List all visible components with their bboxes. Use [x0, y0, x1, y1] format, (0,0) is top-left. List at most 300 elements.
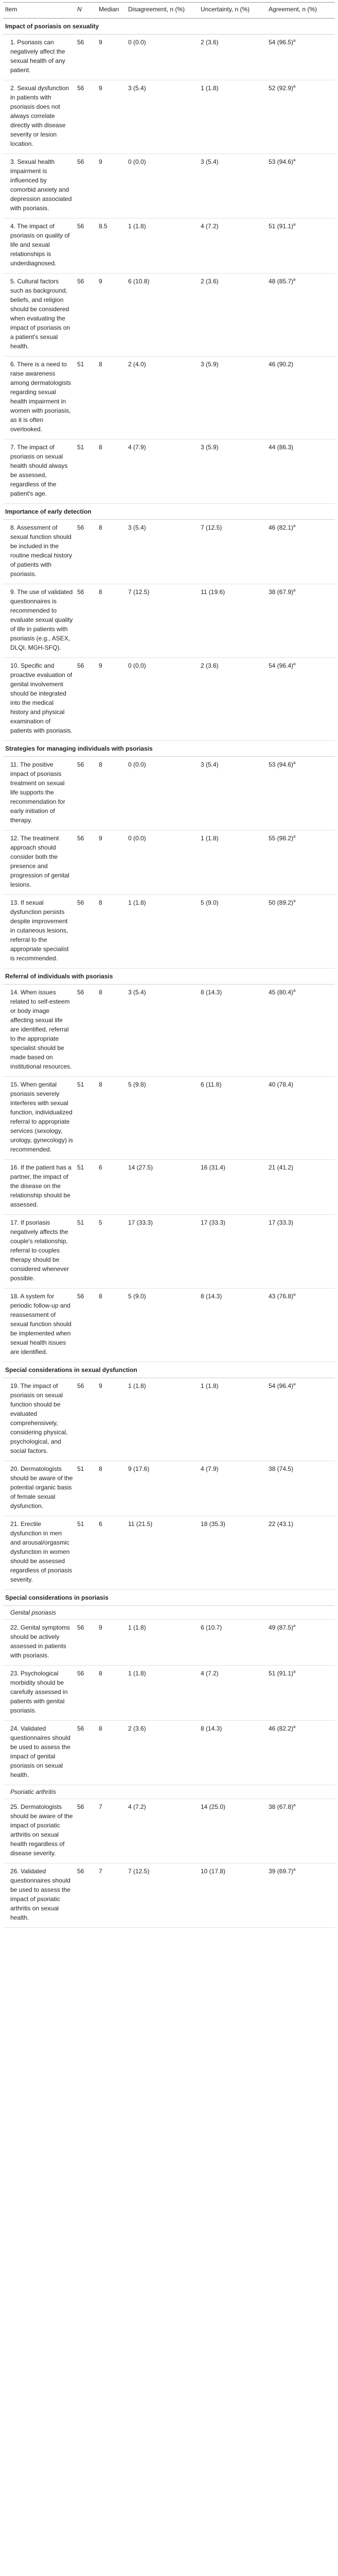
consensus-footnote-marker: a	[293, 222, 296, 227]
n-cell	[75, 1215, 97, 1289]
item-cell	[3, 80, 75, 154]
table-row	[3, 1160, 335, 1215]
agreement-cell	[266, 35, 335, 80]
item-cell	[3, 985, 75, 1077]
disagreement-cell	[126, 439, 199, 504]
agreement-cell	[266, 1077, 335, 1160]
disagreement-cell	[126, 218, 199, 274]
n-cell	[75, 895, 97, 969]
section-heading-row	[3, 504, 335, 520]
agreement-cell	[266, 439, 335, 504]
median-cell	[97, 1461, 126, 1516]
disagreement-cell	[126, 584, 199, 658]
item-cell	[3, 35, 75, 80]
table-row	[3, 439, 335, 504]
disagreement-cell-text: 3 (5.4)	[128, 84, 146, 92]
agreement-cell	[266, 985, 335, 1077]
n-cell	[75, 1289, 97, 1362]
median-cell-text: 8	[99, 1725, 102, 1732]
uncertainty-cell	[199, 80, 266, 154]
median-cell	[97, 1077, 126, 1160]
uncertainty-cell-text: 14 (25.0)	[201, 1803, 226, 1810]
uncertainty-cell	[199, 985, 266, 1077]
disagreement-cell	[126, 1461, 199, 1516]
item-cell	[3, 658, 75, 741]
agreement-cell	[266, 1721, 335, 1785]
item-cell	[3, 218, 75, 274]
median-cell-text: 8	[99, 361, 102, 368]
disagreement-cell-text: 9 (17.6)	[128, 1465, 150, 1472]
consensus-footnote-marker: a	[293, 760, 296, 765]
median-cell-text: 8	[99, 1670, 102, 1677]
item-cell-text: 3. Sexual health impairment is influenced by comorbid anxiety and depression associated with psoriasis.	[10, 158, 72, 212]
median-cell	[97, 1160, 126, 1215]
median-cell	[97, 1215, 126, 1289]
median-cell-text: 9	[99, 158, 102, 165]
agreement-cell	[266, 520, 335, 584]
agreement-cell-text: 55 (98.2)	[269, 835, 294, 842]
consensus-footnote-marker: a	[293, 84, 296, 89]
agreement-cell-text: 50 (89.2)	[269, 899, 294, 906]
n-cell	[75, 831, 97, 895]
disagreement-cell	[126, 274, 199, 357]
n-cell-text: 51	[77, 361, 84, 368]
item-cell	[3, 1289, 75, 1362]
item-cell-text: 2. Sexual dysfunction in patients with psoriasis does not always correlate directly with disease severity or lesion location.	[10, 84, 69, 147]
disagreement-cell-text: 4 (7.2)	[128, 1803, 146, 1810]
uncertainty-cell	[199, 1620, 266, 1666]
uncertainty-cell-text: 2 (3.6)	[201, 278, 219, 285]
uncertainty-cell-text: 16 (31.4)	[201, 1164, 226, 1171]
n-cell-text: 56	[77, 1624, 84, 1631]
table-row	[3, 1289, 335, 1362]
subsection-heading: Psoriatic arthritis	[3, 1785, 335, 1799]
uncertainty-cell	[199, 154, 266, 218]
section-heading: Impact of psoriasis on sexuality	[3, 19, 335, 35]
agreement-cell	[266, 895, 335, 969]
n-cell	[75, 1461, 97, 1516]
disagreement-cell	[126, 1620, 199, 1666]
median-cell-text: 8	[99, 1465, 102, 1472]
disagreement-cell-text: 1 (1.8)	[128, 223, 146, 230]
n-cell-text: 56	[77, 899, 84, 906]
uncertainty-cell	[199, 520, 266, 584]
consensus-footnote-marker: a	[293, 1382, 296, 1386]
median-cell-text: 6	[99, 1164, 102, 1171]
median-cell	[97, 218, 126, 274]
disagreement-cell	[126, 520, 199, 584]
item-cell-text: 4. The impact of psoriasis on quality of life and sexual relationships is underdiagnosed.	[10, 223, 70, 267]
n-cell	[75, 1160, 97, 1215]
item-cell	[3, 1666, 75, 1721]
disagreement-cell	[126, 831, 199, 895]
n-cell-text: 56	[77, 39, 84, 46]
table-row	[3, 895, 335, 969]
table-row	[3, 154, 335, 218]
consensus-footnote-marker: a	[293, 1724, 296, 1729]
n-cell	[75, 584, 97, 658]
agreement-cell-text: 40 (78.4)	[269, 1081, 294, 1088]
item-cell-text: 14. When issues related to self-esteem or body image affecting sexual life are identified, referral to the appropriate specialist should be made based on institutional resources.	[10, 989, 72, 1070]
median-cell	[97, 1721, 126, 1785]
table-row	[3, 1215, 335, 1289]
item-cell-text: 8. Assessment of sexual function should be included in the routine medical history of patients with psoriasis.	[10, 524, 73, 578]
agreement-cell	[266, 1799, 335, 1863]
disagreement-cell-text: 6 (10.8)	[128, 278, 150, 285]
item-cell-text: 26. Validated questionnaires should be used to assess the impact of psoriatic arthritis on sexual health.	[10, 1868, 70, 1921]
agreement-cell	[266, 831, 335, 895]
median-cell	[97, 274, 126, 357]
consensus-footnote-marker: a	[293, 834, 296, 839]
n-cell-text: 56	[77, 158, 84, 165]
table-row	[3, 1461, 335, 1516]
item-cell	[3, 520, 75, 584]
table-row	[3, 1378, 335, 1461]
table-row	[3, 1077, 335, 1160]
item-cell-text: 24. Validated questionnaires should be used to assess the impact of genital psoriasis on sexual health.	[10, 1725, 70, 1778]
median-cell-text: 8	[99, 989, 102, 996]
agreement-cell	[266, 658, 335, 741]
section-heading: Special considerations in psoriasis	[3, 1590, 335, 1606]
table-row	[3, 1516, 335, 1590]
uncertainty-cell-text: 6 (10.7)	[201, 1624, 222, 1631]
table-row	[3, 1620, 335, 1666]
n-cell	[75, 35, 97, 80]
agreement-cell-text: 39 (69.7)	[269, 1868, 294, 1875]
n-cell	[75, 1077, 97, 1160]
consensus-footnote-marker: a	[293, 988, 296, 993]
item-cell-text: 10. Specific and proactive evaluation of genital involvement should be integrated into the medical history and physical examination of patients with psoriasis.	[10, 662, 73, 734]
uncertainty-cell-text: 4 (7.2)	[201, 1670, 219, 1677]
item-cell	[3, 1721, 75, 1785]
item-cell-text: 25. Dermatologists should be aware of the impact of psoriatic arthritis on sexual health regardless of disease severity.	[10, 1803, 73, 1857]
section-heading: Strategies for managing individuals with psoriasis	[3, 741, 335, 757]
table-row	[3, 1666, 335, 1721]
item-cell-text: 20. Dermatologists should be aware of the potential organic basis of female sexual dysfunction.	[10, 1465, 73, 1510]
agreement-cell-text: 48 (85.7)	[269, 278, 294, 285]
uncertainty-cell	[199, 1666, 266, 1721]
item-cell-text: 16. If the patient has a partner, the impact of the disease on the relationship should be assessed.	[10, 1164, 72, 1208]
uncertainty-cell-text: 8 (14.3)	[201, 989, 222, 996]
agreement-cell-text: 54 (96.4)	[269, 662, 294, 669]
median-cell	[97, 154, 126, 218]
disagreement-cell-text: 1 (1.8)	[128, 899, 146, 906]
uncertainty-cell-text: 3 (5.4)	[201, 158, 219, 165]
section-heading-row	[3, 741, 335, 757]
consensus-footnote-marker: a	[293, 662, 296, 666]
n-cell-text: 51	[77, 1081, 84, 1088]
subsection-heading: Genital psoriasis	[3, 1606, 335, 1620]
item-cell-text: 15. When genital psoriasis severely interferes with sexual function, individualized referral to appropriate services (sexology, urology, gynecology) is recommended.	[10, 1081, 73, 1153]
disagreement-cell-text: 1 (1.8)	[128, 1624, 146, 1631]
agreement-cell	[266, 1160, 335, 1215]
uncertainty-cell	[199, 439, 266, 504]
item-cell-text: 5. Cultural factors such as background, beliefs, and religion should be considered when evaluating the impact of psoriasis on a patient's sexual health.	[10, 278, 70, 350]
consensus-footnote-marker: a	[293, 158, 296, 162]
disagreement-cell-text: 0 (0.0)	[128, 158, 146, 165]
disagreement-cell-text: 2 (3.6)	[128, 1725, 146, 1732]
n-cell-text: 56	[77, 1293, 84, 1300]
uncertainty-cell-text: 10 (17.8)	[201, 1868, 226, 1875]
disagreement-cell	[126, 80, 199, 154]
median-cell-text: 9	[99, 1624, 102, 1631]
header-item: Item	[3, 3, 75, 19]
consensus-footnote-marker: a	[293, 1867, 296, 1872]
median-cell	[97, 1620, 126, 1666]
item-cell	[3, 274, 75, 357]
item-cell	[3, 1160, 75, 1215]
item-cell-text: 19. The impact of psoriasis on sexual function should be evaluated comprehensively, considering physical, psychological, and social factors.	[10, 1382, 68, 1454]
agreement-cell-text: 53 (94.6)	[269, 761, 294, 768]
n-cell-text: 51	[77, 1520, 84, 1528]
agreement-cell	[266, 357, 335, 439]
disagreement-cell	[126, 757, 199, 831]
median-cell-text: 6	[99, 1520, 102, 1528]
n-cell	[75, 439, 97, 504]
uncertainty-cell-text: 3 (5.9)	[201, 361, 219, 368]
median-cell	[97, 357, 126, 439]
uncertainty-cell	[199, 357, 266, 439]
disagreement-cell-text: 11 (21.5)	[128, 1520, 153, 1528]
disagreement-cell	[126, 1863, 199, 1928]
median-cell-text: 8	[99, 1293, 102, 1300]
disagreement-cell	[126, 1516, 199, 1590]
n-cell-text: 56	[77, 1803, 84, 1810]
disagreement-cell-text: 14 (27.5)	[128, 1164, 153, 1171]
section-heading-row	[3, 969, 335, 985]
header-row	[3, 3, 335, 19]
agreement-cell	[266, 1215, 335, 1289]
table-header	[3, 3, 335, 19]
consensus-footnote-marker: a	[293, 1669, 296, 1674]
median-cell	[97, 658, 126, 741]
median-cell-text: 9	[99, 1382, 102, 1389]
median-cell	[97, 1378, 126, 1461]
agreement-cell	[266, 1863, 335, 1928]
n-cell-text: 56	[77, 1725, 84, 1732]
disagreement-cell	[126, 154, 199, 218]
uncertainty-cell	[199, 895, 266, 969]
item-cell	[3, 1077, 75, 1160]
median-cell	[97, 1799, 126, 1863]
item-cell	[3, 1516, 75, 1590]
n-cell	[75, 1799, 97, 1863]
median-cell-text: 8	[99, 444, 102, 451]
table-row	[3, 35, 335, 80]
median-cell	[97, 520, 126, 584]
consensus-footnote-marker: a	[293, 1292, 296, 1297]
header-median: Median	[97, 3, 126, 19]
consensus-table-container	[3, 2, 335, 1928]
agreement-cell	[266, 757, 335, 831]
uncertainty-cell	[199, 1799, 266, 1863]
uncertainty-cell-text: 2 (3.6)	[201, 39, 219, 46]
agreement-cell	[266, 1289, 335, 1362]
disagreement-cell-text: 5 (9.8)	[128, 1081, 146, 1088]
uncertainty-cell-text: 11 (19.6)	[201, 588, 225, 596]
consensus-footnote-marker: a	[293, 1623, 296, 1628]
item-cell-text: 9. The use of validated questionnaires is recommended to evaluate sexual quality of life in patients with psoriasis (e.g., ASEX, DLQI, MGH-SFQ).	[10, 588, 73, 651]
median-cell-text: 9	[99, 84, 102, 92]
disagreement-cell	[126, 1160, 199, 1215]
header-n: N	[75, 3, 97, 19]
median-cell-text: 7	[99, 1803, 102, 1810]
agreement-cell-text: 51 (91.1)	[269, 223, 294, 230]
uncertainty-cell-text: 3 (5.4)	[201, 761, 219, 768]
median-cell	[97, 80, 126, 154]
agreement-cell-text: 38 (67.9)	[269, 588, 294, 596]
agreement-cell-text: 53 (94.6)	[269, 158, 294, 165]
section-heading-row	[3, 1362, 335, 1378]
section-heading-row	[3, 1590, 335, 1606]
median-cell-text: 7	[99, 1868, 102, 1875]
disagreement-cell-text: 17 (33.3)	[128, 1219, 153, 1226]
agreement-cell	[266, 584, 335, 658]
agreement-cell-text: 51 (91.1)	[269, 1670, 294, 1677]
disagreement-cell-text: 5 (9.0)	[128, 1293, 146, 1300]
n-cell-text: 56	[77, 1382, 84, 1389]
median-cell-text: 9	[99, 39, 102, 46]
n-cell	[75, 757, 97, 831]
median-cell	[97, 757, 126, 831]
table-row	[3, 1721, 335, 1785]
header-agreement: Agreement, n (%)	[266, 3, 335, 19]
n-cell	[75, 1378, 97, 1461]
table-body	[3, 19, 335, 1928]
median-cell-text: 8	[99, 1081, 102, 1088]
table-row	[3, 757, 335, 831]
n-cell	[75, 154, 97, 218]
table-row	[3, 520, 335, 584]
median-cell-text: 8	[99, 588, 102, 596]
median-cell-text: 8	[99, 524, 102, 531]
n-cell	[75, 1721, 97, 1785]
table-row	[3, 658, 335, 741]
uncertainty-cell	[199, 1160, 266, 1215]
agreement-cell	[266, 1666, 335, 1721]
uncertainty-cell-text: 6 (11.8)	[201, 1081, 222, 1088]
disagreement-cell	[126, 658, 199, 741]
item-cell-text: 23. Psychological morbidity should be carefully assessed in patients with genital psoriasis.	[10, 1670, 68, 1714]
uncertainty-cell	[199, 218, 266, 274]
section-heading: Referral of individuals with psoriasis	[3, 969, 335, 985]
n-cell-text: 56	[77, 588, 84, 596]
uncertainty-cell	[199, 831, 266, 895]
item-cell	[3, 584, 75, 658]
item-cell	[3, 1378, 75, 1461]
uncertainty-cell	[199, 274, 266, 357]
disagreement-cell	[126, 1077, 199, 1160]
header-disagreement: Disagreement, n (%)	[126, 3, 199, 19]
agreement-cell	[266, 1461, 335, 1516]
consensus-footnote-marker: a	[293, 38, 296, 43]
disagreement-cell-text: 0 (0.0)	[128, 39, 146, 46]
n-cell-text: 56	[77, 223, 84, 230]
agreement-cell	[266, 1516, 335, 1590]
disagreement-cell	[126, 1378, 199, 1461]
median-cell	[97, 831, 126, 895]
disagreement-cell	[126, 1289, 199, 1362]
n-cell	[75, 218, 97, 274]
agreement-cell-text: 43 (76.8)	[269, 1293, 294, 1300]
item-cell-text: 1. Psoriasis can negatively affect the sexual health of any patient.	[10, 39, 65, 74]
uncertainty-cell	[199, 1461, 266, 1516]
n-cell	[75, 658, 97, 741]
disagreement-cell	[126, 1721, 199, 1785]
subsection-heading-row	[3, 1606, 335, 1620]
n-cell-text: 56	[77, 835, 84, 842]
n-cell	[75, 1666, 97, 1721]
uncertainty-cell-text: 1 (1.8)	[201, 1382, 219, 1389]
agreement-cell-text: 54 (96.4)	[269, 1382, 294, 1389]
disagreement-cell-text: 4 (7.9)	[128, 444, 146, 451]
disagreement-cell-text: 3 (5.4)	[128, 989, 146, 996]
uncertainty-cell-text: 5 (9.0)	[201, 899, 219, 906]
agreement-cell-text: 45 (80.4)	[269, 989, 294, 996]
median-cell-text: 8	[99, 761, 102, 768]
section-heading-row	[3, 19, 335, 35]
n-cell	[75, 985, 97, 1077]
median-cell	[97, 985, 126, 1077]
median-cell-text: 9	[99, 278, 102, 285]
median-cell-text: 9	[99, 662, 102, 669]
item-cell-text: 12. The treatment approach should consider both the presence and progression of genital lesions.	[10, 835, 69, 888]
uncertainty-cell	[199, 1863, 266, 1928]
agreement-cell-text: 38 (74.5)	[269, 1465, 294, 1472]
agreement-cell-text: 22 (43.1)	[269, 1520, 294, 1528]
n-cell-text: 56	[77, 662, 84, 669]
median-cell	[97, 584, 126, 658]
consensus-footnote-marker: a	[293, 277, 296, 282]
table-row	[3, 274, 335, 357]
n-cell	[75, 274, 97, 357]
subsection-heading-row	[3, 1785, 335, 1799]
median-cell	[97, 1863, 126, 1928]
uncertainty-cell-text: 18 (35.3)	[201, 1520, 226, 1528]
disagreement-cell	[126, 895, 199, 969]
n-cell	[75, 80, 97, 154]
n-cell-text: 56	[77, 1868, 84, 1875]
disagreement-cell	[126, 985, 199, 1077]
median-cell	[97, 1289, 126, 1362]
item-cell	[3, 1461, 75, 1516]
table-row	[3, 1863, 335, 1928]
uncertainty-cell-text: 3 (5.9)	[201, 444, 219, 451]
uncertainty-cell-text: 4 (7.2)	[201, 223, 219, 230]
median-cell-text: 9	[99, 835, 102, 842]
item-cell-text: 22. Genital symptoms should be actively assessed in patients with psoriasis.	[10, 1624, 70, 1659]
median-cell	[97, 35, 126, 80]
n-cell-text: 51	[77, 444, 84, 451]
item-cell	[3, 439, 75, 504]
uncertainty-cell-text: 17 (33.3)	[201, 1219, 226, 1226]
item-cell	[3, 1863, 75, 1928]
table-row	[3, 357, 335, 439]
item-cell	[3, 1799, 75, 1863]
table-row	[3, 80, 335, 154]
item-cell	[3, 1215, 75, 1289]
uncertainty-cell	[199, 757, 266, 831]
item-cell	[3, 831, 75, 895]
agreement-cell-text: 46 (82.2)	[269, 1725, 294, 1732]
disagreement-cell-text: 7 (12.5)	[128, 588, 150, 596]
consensus-footnote-marker: a	[293, 1803, 296, 1807]
agreement-cell-text: 46 (90.2)	[269, 361, 294, 368]
item-cell	[3, 1620, 75, 1666]
uncertainty-cell	[199, 1721, 266, 1785]
consensus-footnote-marker: a	[293, 588, 296, 592]
disagreement-cell-text: 0 (0.0)	[128, 761, 146, 768]
